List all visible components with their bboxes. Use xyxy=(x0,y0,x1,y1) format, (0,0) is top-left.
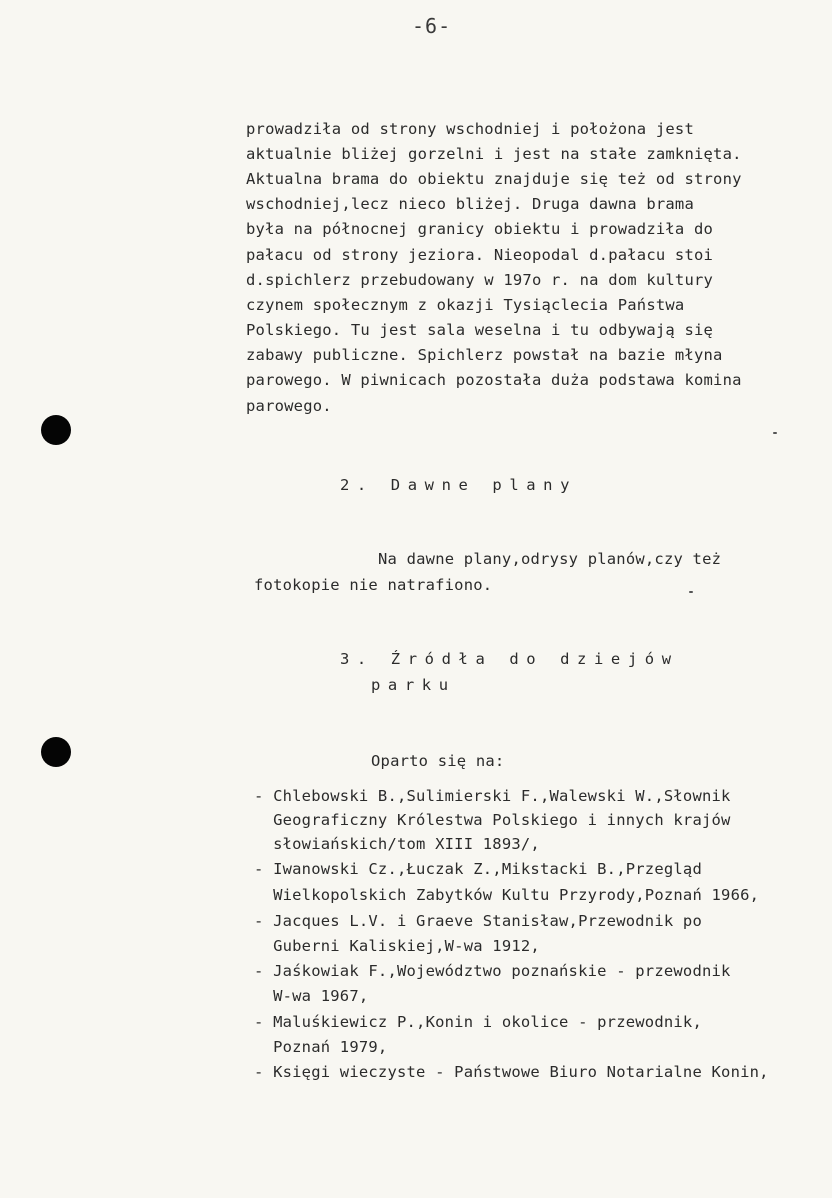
sources-intro: Oparto się na: xyxy=(371,752,505,770)
text-line: d.spichlerz przebudowany w 197o r. na dom kultury xyxy=(246,271,714,289)
punch-hole-top xyxy=(41,415,71,445)
text-line: czynem społecznym z okazji Tysiąclecia Państwa xyxy=(246,296,685,314)
text-line: prowadziła od strony wschodniej i położona jest xyxy=(246,120,694,138)
section-heading-zrodla-cont: parku xyxy=(371,676,456,694)
text-line: Polskiego. Tu jest sala weselna i tu odbywają się xyxy=(246,321,714,339)
text-line: pałacu od strony jeziora. Nieopodal d.pałacu stoi xyxy=(246,246,714,264)
text-line: zabawy publiczne. Spichlerz powstał na bazie młyna xyxy=(246,346,723,364)
source-item: W-wa 1967, xyxy=(254,987,369,1005)
ink-speck xyxy=(773,432,777,434)
text-line: aktualnie bliżej gorzelni i jest na stałe zamknięta. xyxy=(246,145,742,163)
section-heading-zrodla: 3. Źródła do dziejów xyxy=(340,650,679,668)
text-line: parowego. xyxy=(246,397,332,415)
section-heading-dawne-plany: 2. Dawne plany xyxy=(340,476,578,494)
page-number: -6- xyxy=(412,14,452,38)
text-line: parowego. W piwnicach pozostała duża podstawa komina xyxy=(246,371,742,389)
source-item: Poznań 1979, xyxy=(254,1038,388,1056)
text-line: Na dawne plany,odrysy planów,czy też xyxy=(378,550,722,568)
source-item: słowiańskich/tom XIII 1893/, xyxy=(254,835,540,853)
source-item: - Księgi wieczyste - Państwowe Biuro Notarialne Konin, xyxy=(254,1063,769,1081)
ink-speck xyxy=(689,591,693,593)
source-item: Guberni Kaliskiej,W-wa 1912, xyxy=(254,937,540,955)
text-line: fotokopie nie natrafiono. xyxy=(254,576,493,594)
source-item: - Jaśkowiak F.,Województwo poznańskie - przewodnik xyxy=(254,962,731,980)
punch-hole-bottom xyxy=(41,737,71,767)
source-item: Geograficzny Królestwa Polskiego i innych krajów xyxy=(254,811,731,829)
source-item: - Iwanowski Cz.,Łuczak Z.,Mikstacki B.,Przegląd xyxy=(254,860,702,878)
text-line: Aktualna brama do obiektu znajduje się też od strony xyxy=(246,170,742,188)
source-item: - Jacques L.V. i Graeve Stanisław,Przewodnik po xyxy=(254,912,702,930)
source-item: Wielkopolskich Zabytków Kultu Przyrody,Poznań 1966, xyxy=(254,886,760,904)
source-item: - Maluśkiewicz P.,Konin i okolice - przewodnik, xyxy=(254,1013,702,1031)
source-item: - Chlebowski B.,Sulimierski F.,Walewski W.,Słownik xyxy=(254,787,731,805)
text-line: była na północnej granicy obiektu i prowadziła do xyxy=(246,220,714,238)
text-line: wschodniej,lecz nieco bliżej. Druga dawna brama xyxy=(246,195,694,213)
